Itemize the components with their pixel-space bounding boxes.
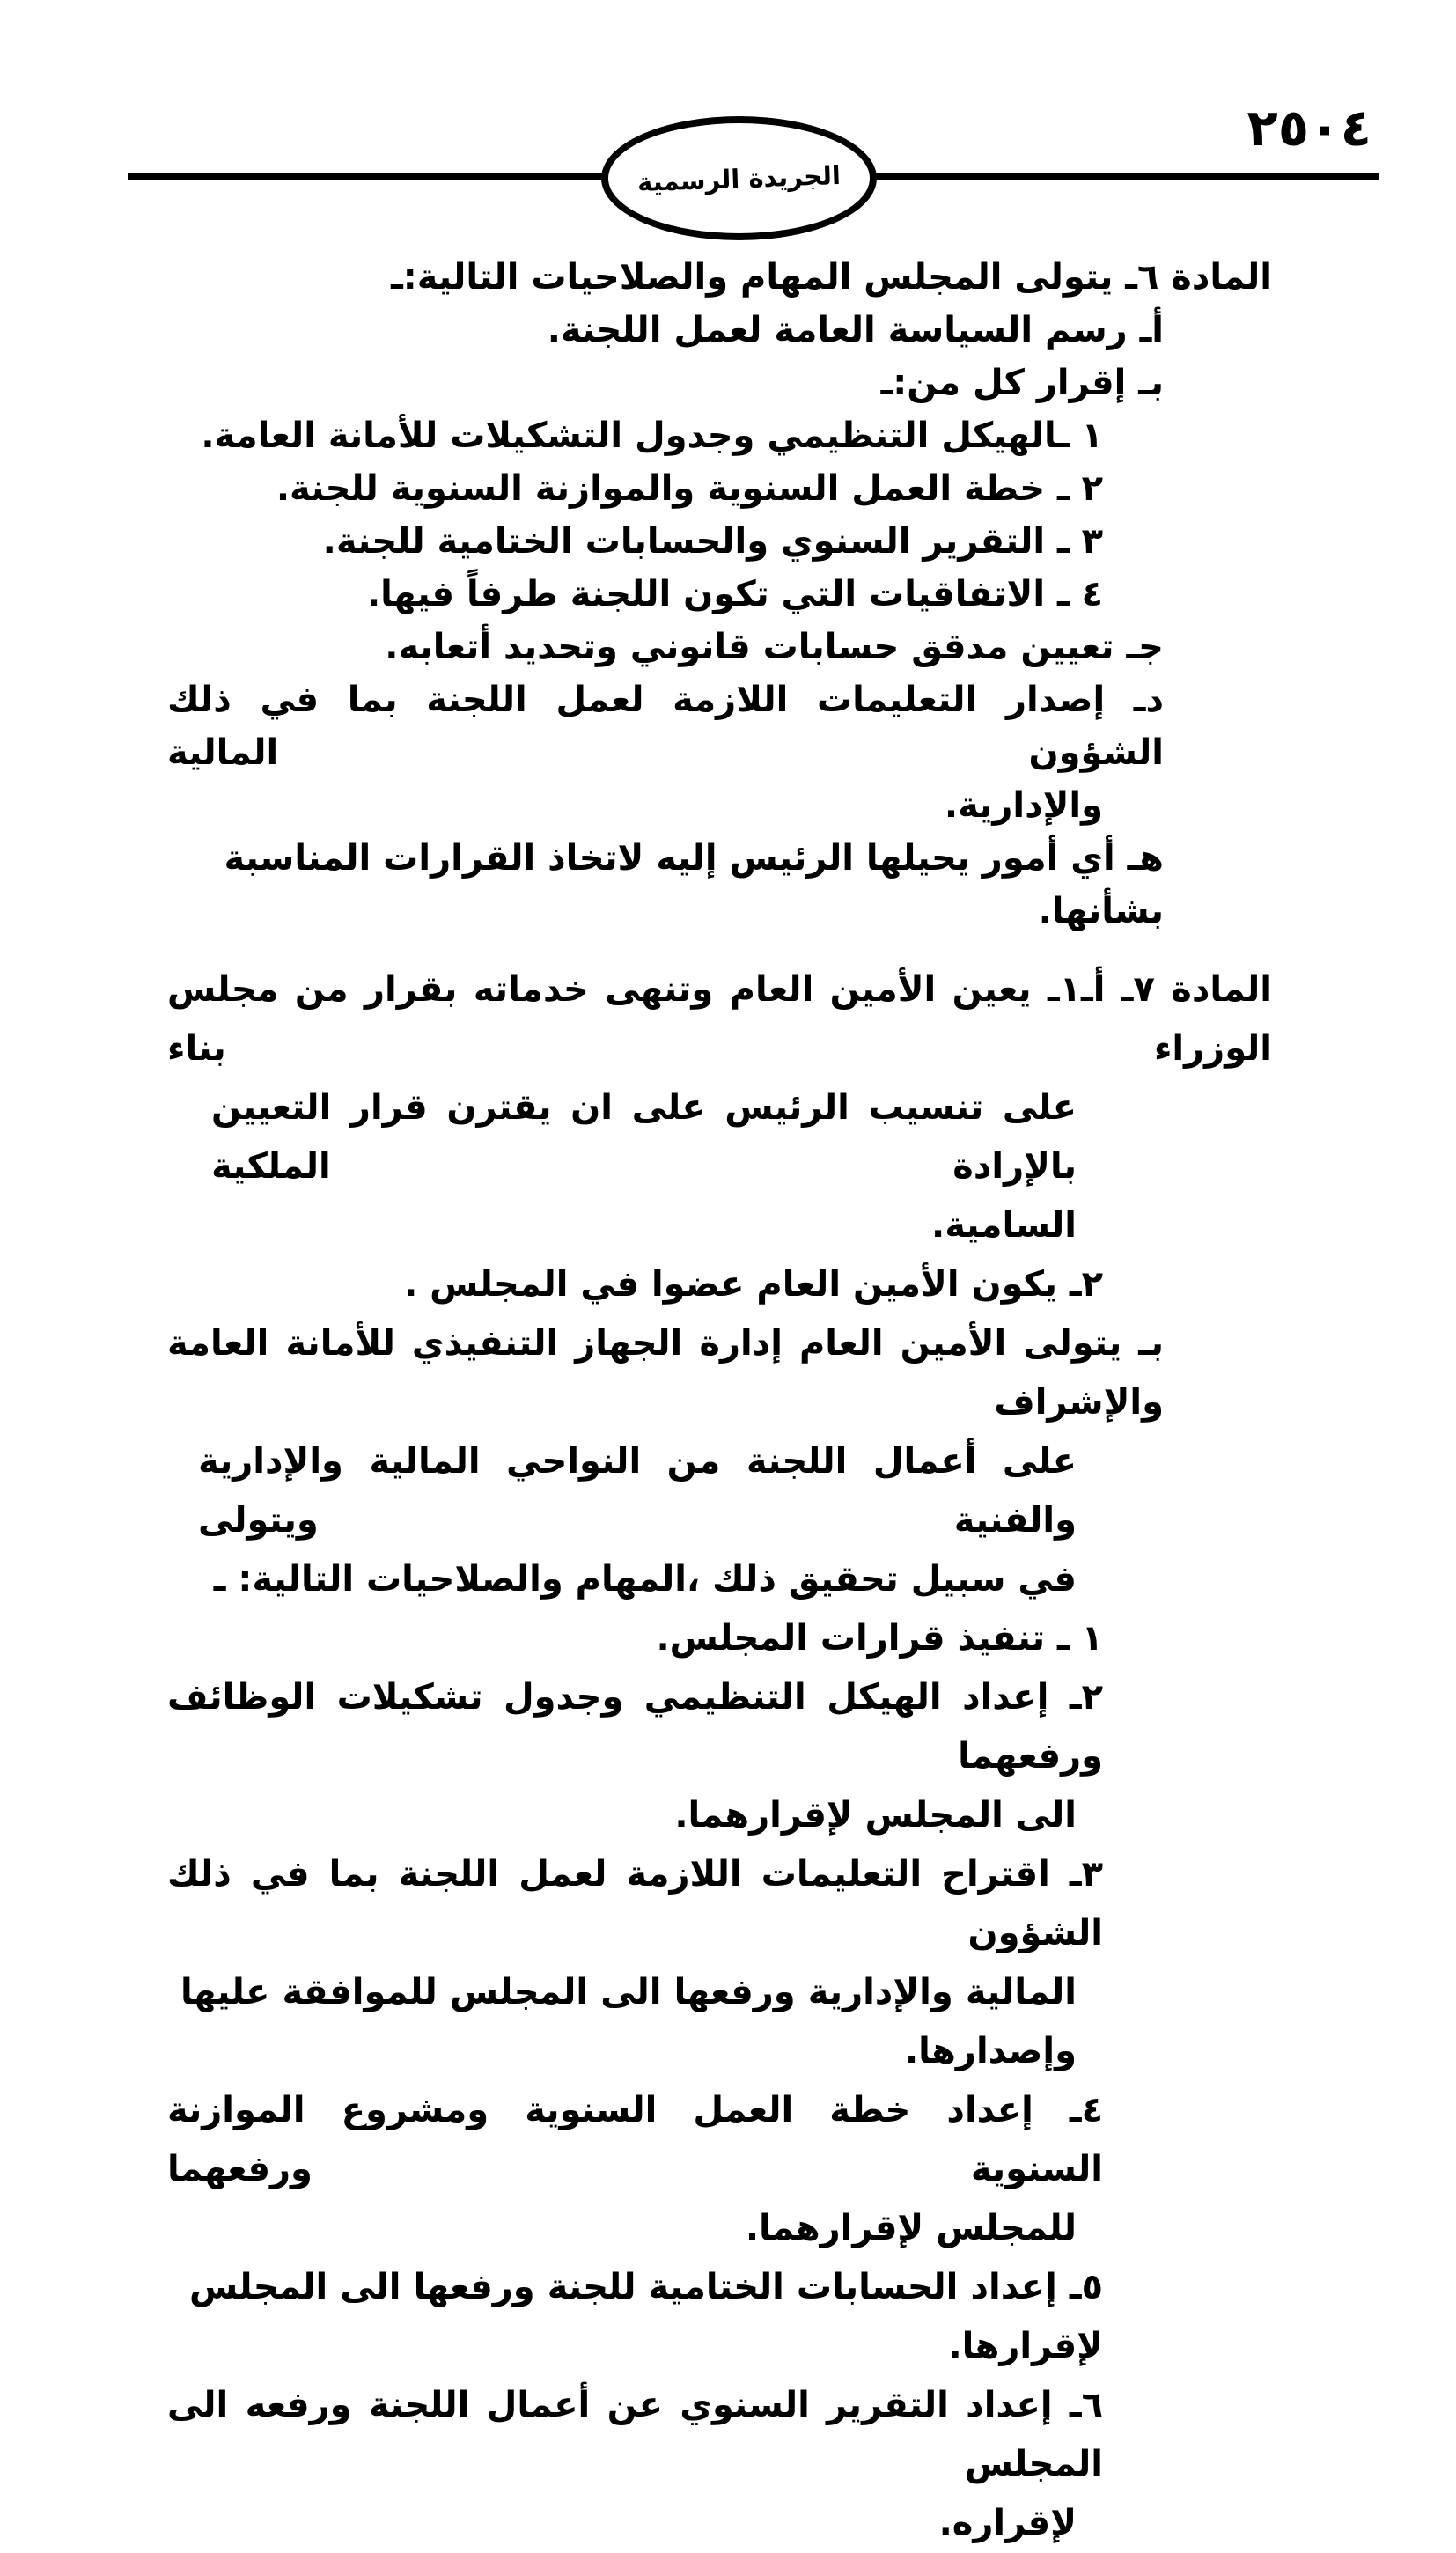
- article-7-item-b2: ٢ـ إعداد الهيكل التنظيمي وجدول تشكيلات الوظائف ورفعهما: [167, 1677, 1103, 1777]
- article-7-item-b3-cont: المالية والإدارية ورفعها الى المجلس للموافقة عليها وإصدارها.: [180, 1972, 1077, 2071]
- article-7-item-b5: ٥ـ إعداد الحسابات الختامية للجنة ورفعها الى المجلس لإقرارها.: [189, 2267, 1103, 2366]
- article-7-heading: المادة ٧ـ أـ١ـ يعين الأمين العام وتنهى خدماته بقرار من مجلس الوزراء بناء: [167, 969, 1272, 1069]
- article-7-item-b-cont: على أعمال اللجنة من النواحي المالية والإدارية والفنية ويتولى: [198, 1441, 1077, 1541]
- article-7-item-b6-cont: لإقراره.: [938, 2503, 1077, 2543]
- page-number: ٢٥٠٤: [1246, 98, 1371, 158]
- article-7-item-b3: ٣ـ اقتراح التعليمات اللازمة لعمل اللجنة بما في ذلك الشؤون: [167, 1854, 1103, 1953]
- article-6-item-h: هـ أي أمور يحيلها الرئيس إليه لاتخاذ القرارات المناسبة بشأنها.: [224, 838, 1164, 931]
- document-body: [167, 251, 1272, 2553]
- article-6-heading: المادة ٦ـ يتولى المجلس المهام والصلاحيات التالية:ـ: [391, 257, 1272, 298]
- article-7-item-b6: ٦ـ إعداد التقرير السنوي عن أعمال اللجنة ورفعه الى المجلس: [167, 2385, 1103, 2484]
- article-6-item-j: جـ تعيين مدقق حسابات قانوني وتحديد أتعابه.: [385, 627, 1164, 667]
- article-7-a2: ٢ـ يكون الأمين العام عضوا في المجلس .: [404, 1264, 1103, 1305]
- article-7-a1-cont: على تنسيب الرئيس على ان يقترن قرار التعيين بالإرادة الملكية: [211, 1087, 1077, 1187]
- article-6-item-d-cont: والإدارية.: [944, 785, 1103, 826]
- article-7-item-b4: ٤ـ إعداد خطة العمل السنوية ومشروع الموازنة السنوية ورفعهما: [167, 2090, 1103, 2189]
- article-6-item-b2: ٢ ـ خطة العمل السنوية والموازنة السنوية للجنة.: [276, 468, 1103, 509]
- article-6-item-b1: ١ ـالهيكل التنظيمي وجدول التشكيلات للأمانة العامة.: [201, 416, 1103, 456]
- article-6-item-b: بـ إقرار كل من:ـ: [880, 363, 1164, 403]
- article-7: [167, 960, 1272, 2553]
- article-6-item-a: أـ رسم السياسة العامة لعمل اللجنة.: [547, 310, 1164, 350]
- article-7-item-b-cont2: في سبيل تحقيق ذلك ،المهام والصلاحيات التالية: ـ: [213, 1559, 1077, 1600]
- article-6-item-b3: ٣ ـ التقرير السنوي والحسابات الختامية للجنة.: [322, 521, 1103, 562]
- article-7-item-b4-cont: للمجلس لإقرارهما.: [745, 2208, 1077, 2248]
- article-6-item-d: دـ إصدار التعليمات اللازمة لعمل اللجنة بما في ذلك الشؤون المالية: [167, 680, 1164, 773]
- article-6: [167, 251, 1272, 938]
- gazette-title: الجريدة الرسمية: [636, 159, 842, 197]
- article-7-item-b2-cont: الى المجلس لإقرارهما.: [674, 1795, 1077, 1836]
- gazette-title-badge: [601, 116, 877, 240]
- article-7-item-b1: ١ ـ تنفيذ قرارات المجلس.: [656, 1618, 1103, 1659]
- article-7-item-b: بـ يتولى الأمين العام إدارة الجهاز التنفيذي للأمانة العامة والإشراف: [167, 1323, 1164, 1423]
- article-6-item-b4: ٤ ـ الاتفاقيات التي تكون اللجنة طرفاً فيها.: [366, 574, 1103, 614]
- article-7-a1-cont2: السامية.: [931, 1205, 1077, 1246]
